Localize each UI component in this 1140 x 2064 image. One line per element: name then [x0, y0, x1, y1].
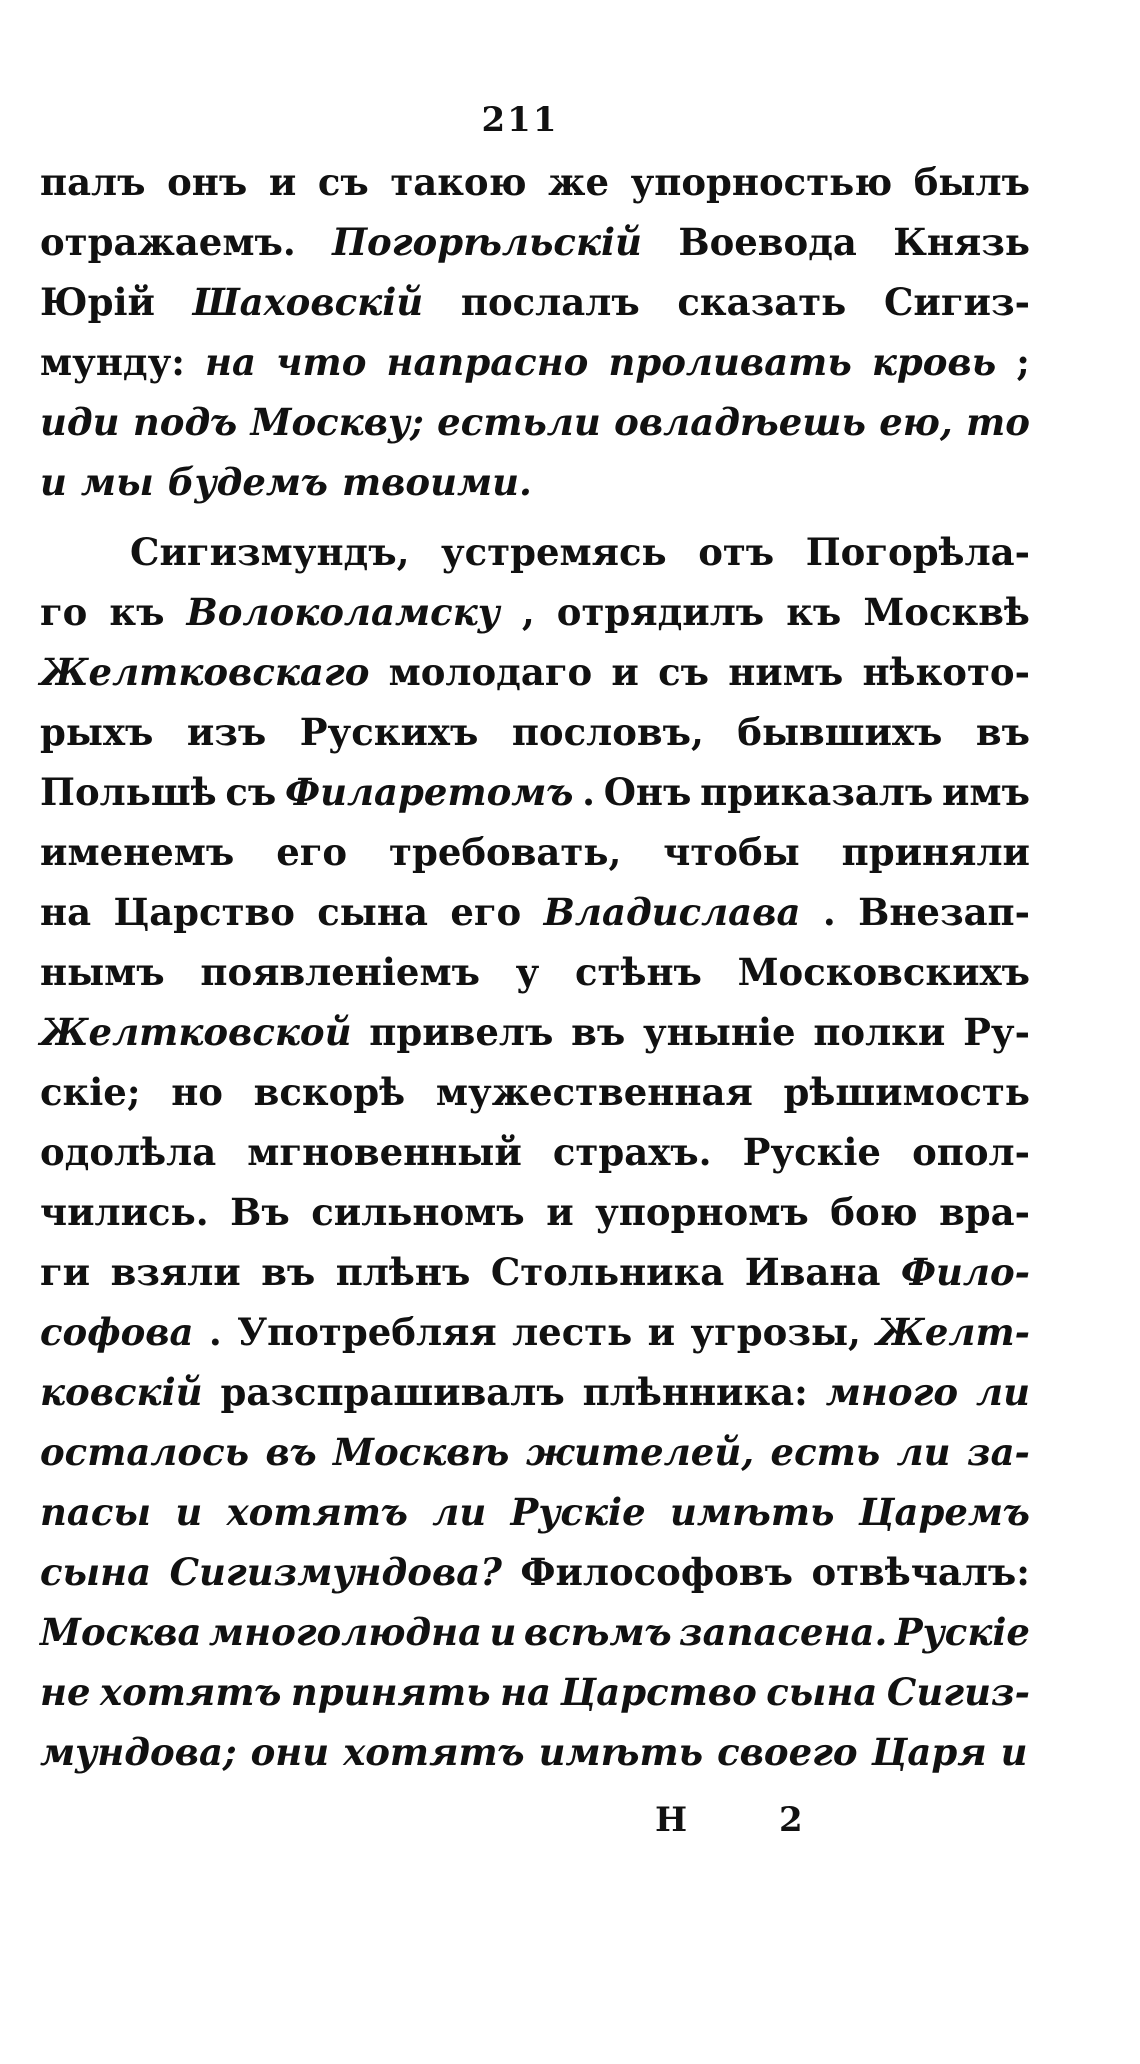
text-line: пасы и хотятъ ли Рускіе имѣть Царемъ	[40, 1490, 1030, 1534]
text-line: нымъ появленіемъ у стѣнъ Московскихъ	[40, 950, 1030, 994]
text-line: чились. Въ сильномъ и упорномъ бою вра-	[40, 1190, 1030, 1234]
text-line: иди подъ Москву; естьли овладѣешь ею, то	[40, 400, 1030, 444]
text-line: ковскій разспрашивалъ плѣнника: много ли	[40, 1370, 1030, 1414]
printer-signature-mark: Н 2	[655, 1800, 843, 1840]
text-line: го къ Волоколамску , отрядилъ къ Москвѣ	[40, 590, 1030, 634]
text-line: рыхъ изъ Рускихъ пословъ, бывшихъ въ	[40, 710, 1030, 754]
text-line: Польшѣ съ Филаретомъ . Онъ приказалъ имъ	[40, 770, 1030, 814]
text-line: Юрій Шаховскій послалъ сказать Сигиз-	[40, 280, 1030, 324]
text-line: не хотятъ принять на Царство сына Сигиз-	[40, 1670, 1030, 1714]
text-line: на Царство сына его Владислава . Внезап-	[40, 890, 1030, 934]
text-line: именемъ его требовать, чтобы приняли	[40, 830, 1030, 874]
text-line: и мы будемъ твоими.	[40, 460, 532, 504]
page-number: 211	[481, 100, 559, 140]
text-line: мундова; они хотятъ имѣть своего Царя и	[40, 1730, 1028, 1774]
text-line: Сигизмундъ, устремясь отъ Погорѣла-	[130, 530, 1030, 574]
text-line: одолѣла мгновенный страхъ. Рускіе опол-	[40, 1130, 1030, 1174]
text-line: сына Сигизмундова? Философовъ отвѣчалъ:	[40, 1550, 1030, 1594]
text-line: Желтковскаго молодаго и съ нимъ нѣкото-	[40, 650, 1030, 694]
text-line: скіе; но вскорѣ мужественная рѣшимость	[40, 1070, 1030, 1114]
text-line: отражаемъ. Погорѣльскій Воевода Князь	[40, 220, 1030, 264]
paragraph-gap	[40, 520, 1030, 530]
text-line: софова . Употребляя лесть и угрозы, Желт-	[40, 1310, 1030, 1354]
text-line: Желтковской привелъ въ уныніе полки Ру-	[40, 1010, 1030, 1054]
text-line: ги взяли въ плѣнъ Стольника Ивана Фило-	[40, 1250, 1030, 1294]
body-text	[40, 160, 1030, 1790]
text-line: палъ онъ и съ такою же упорностью былъ	[40, 160, 1030, 204]
text-line: Москва многолюдна и всѣмъ запасена. Рускіе	[40, 1610, 1030, 1654]
text-line: мунду: на что напрасно проливать кровь ;	[40, 340, 1030, 384]
text-line: осталось въ Москвѣ жителей, есть ли за-	[40, 1430, 1030, 1474]
